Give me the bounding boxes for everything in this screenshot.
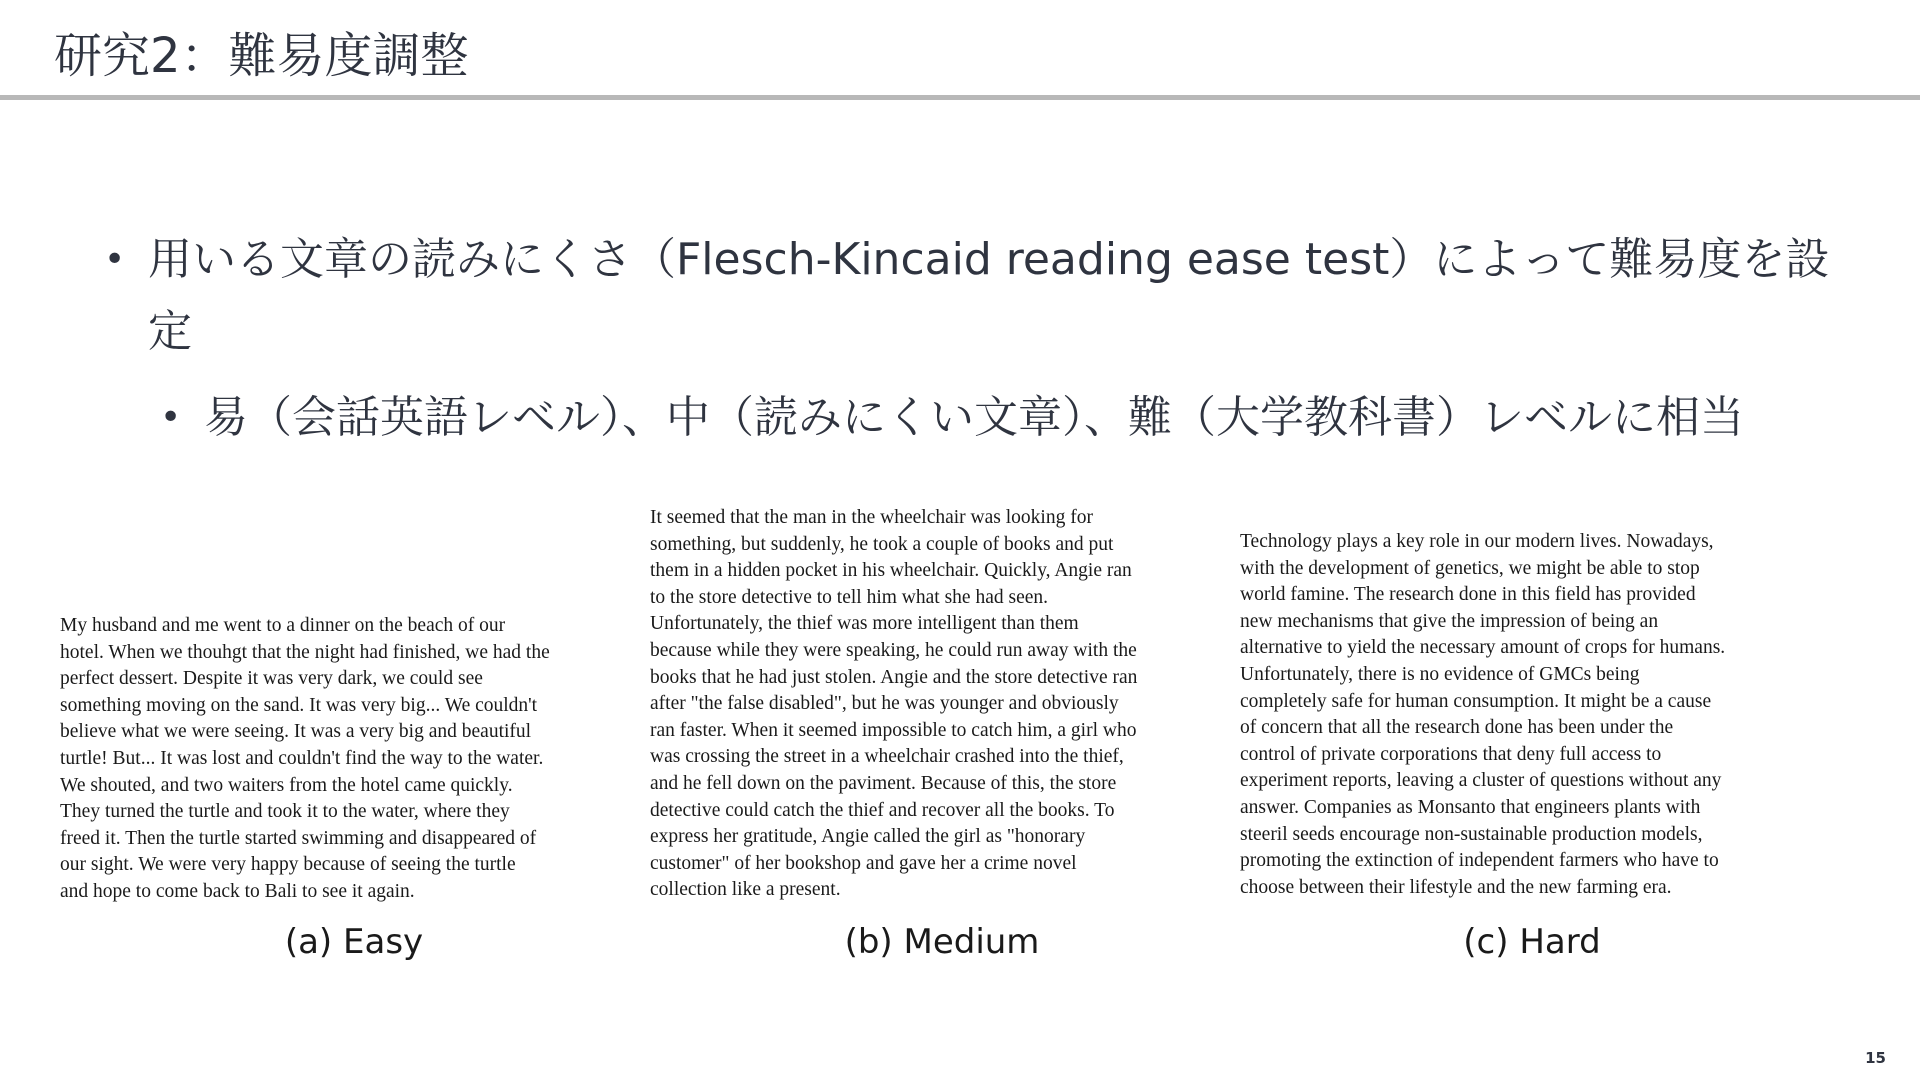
slide-title: 研究2：難易度調整: [54, 28, 469, 84]
passage-hard: Technology plays a key role in our modern lives. Nowadays, with the development of genetics, we might be able to stop world famine. The research done in this field has provided new mechanisms that give the impression of being an alternative to yield the necessary amount of crops for humans. Unfortunately, there is no evidence of GMCs being completely safe for human consumption. It might be a cause of concern that all the research done has been under the control of private corporations that deny full access to experiment reports, leaving a cluster of questions without any answer. Companies as Monsanto that engineers plants with steeril seeds encourage non-sustainable production models, promoting the extinction of independent farmers who have to choose between their lifestyle and the new farming era.: [1240, 531, 1726, 898]
bullet-text-difficulty-setting: 用いる文章の読みにくさ（Flesch-Kincaid reading ease test）によって難易度を設定: [148, 234, 1830, 357]
caption-hard: (c) Hard: [1463, 922, 1601, 962]
slide-header: [0, 0, 1920, 100]
bullet-marker: •: [160, 397, 182, 438]
caption-medium: (b) Medium: [844, 922, 1040, 962]
bullet-text-levels: 易（会話英語レベル）、中（読みにくい文章）、難（大学教科書）レベルに相当: [204, 392, 1744, 443]
passage-medium: It seemed that the man in the wheelchair was looking for something, but suddenly, he took a couple of books and put them in a hidden pocket in his wheelchair. Quickly, Angie ran to the store detective to tell him what she had seen. Unfortunately, the thief was more intelligent than them because while they were speaking, he could run away with the books that he had just stolen. Angie and the store detective ran after "the false disabled", but he was younger and obviously ran faster. When it seemed impossible to catch him, a girl who was crossing the street in a wheelchair crashed into the thief, and he fell down on the paviment. Because of this, the store detective could catch the thief and recover all the books. To express her gratitude, Angie called the girl as "honorary customer" of her bookshop and gave her a crime novel collection like a present.: [650, 507, 1138, 901]
caption-easy: (a) Easy: [284, 922, 424, 962]
bullet-level1: [104, 224, 1834, 368]
bullet-marker: •: [104, 239, 126, 280]
bullet-level2: [160, 382, 1840, 454]
passage-easy: My husband and me went to a dinner on the beach of our hotel. When we thouhgt that the night had finished, we had the perfect dessert. Despite it was very dark, we could see something moving on the sand. It was very big... We couldn't believe what we were seeing. It was a very big and beautiful turtle! But... It was lost and couldn't find the way to the water. We shouted, and two waiters from the hotel came quickly. They turned the turtle and took it to the water, where they freed it. Then the turtle started swimming and disappeared of our sight. We were very happy because of seeing the turtle and hope to come back to Bali to see it again.: [60, 615, 550, 902]
page-number: 15: [1865, 1049, 1886, 1067]
